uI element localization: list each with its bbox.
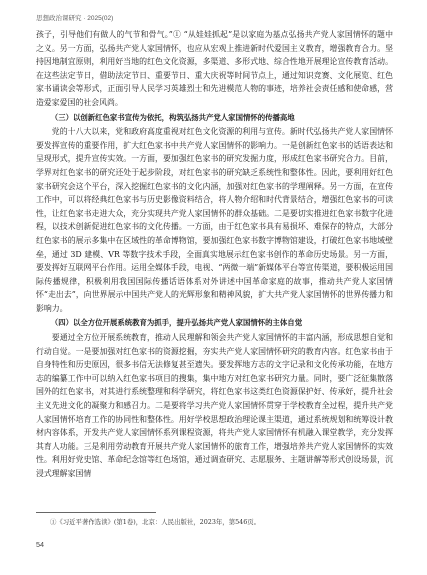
article-body — [36, 28, 393, 481]
page-number: 54 — [36, 540, 44, 549]
journal-running-header: 思想政治课研究 · 2025(02) — [36, 15, 114, 22]
section-heading-4: （四）以全方位开展系统教育为抓手，提升弘扬共产党人家国情怀的主体自觉 — [50, 318, 303, 328]
paragraph-continued: 孩子，引导他们有做人的气节和骨气。”① “从娃娃抓起”是以家庭为基点弘扬共产党人家国情怀的题中之义。另一方面，弘扬共产党人家国情怀，也应从宏观上推进新时代爱国主义教育，增强教育合力。坚持因地制宜原则，利用好当地的红色文化资源，多渠道、多形式地、综合性地开展理论宣传教育活动。在这些法定节日，借助法定节日、重要节日、重大庆祝等时间节点上，通过知识竞赛、文化展览、红色家书诵读会等形式，正面引导人民学习英雄烈士和先进模范人物的事迹，培养社会责任感和使命感，营造爱家爱国的社会风尚。 — [36, 30, 393, 107]
footnote: ①《习近平著作选读》(第1卷)，北京：人民出版社，2023年，第546页。 — [50, 518, 261, 526]
paragraph-section-4: 要通过全方位开展系统教育，推动人民理解和领会共产党人家国情怀的丰富内涵，形成思想自觉和行动自觉。一是要加强对红色家书的资源挖掘，夯实共产党人家国情怀研究的教育内容。红色家书由于自身特性和历史原因，很多书信无法修复甚至遗失。要发挥地方志的文字记录和文化传承功能，在地方志的编纂工作中可以纳入红色家书项目的搜集，集中地方对红色家书研究力量。同时，要广泛征集散落国外的红色家书，对其进行系统整理和科学研究，将红色家书这类红色资源保护好、传承好，提升社会主义先进文化的凝聚力和感召力。二是要将学习共产党人家国情怀贯穿于学校教育全过程，提升共产党人家国情怀培育工作的协同性和整体性。用好学校思想政治理论课主渠道，通过系统规划和统筹设计教材内容体系，开发共产党人家国情怀系列课程资源，将共产党人家国情怀有机融入课堂教学，充分发挥其育人功能。三是利用劳动教育开展共产党人家国情怀的旅育工作，增强培养共产党人家国情怀的实效性。利用好党史馆、革命纪念馆等红色场馆，通过调查研究、志愿服务、主题讲解等形式创设场景，沉浸式理解家国情 — [36, 333, 393, 478]
section-heading-3: （三）以创新红色家书宣传为依托，构筑弘扬共产党人家国情怀的传播高地 — [50, 112, 295, 122]
footnote-divider — [36, 512, 156, 513]
paragraph-section-3: 党的十八大以来，党和政府高度重视对红色文化资源的利用与宣传。新时代弘扬共产党人家国情怀要发挥宣传的重要作用，扩大红色家书中共产党人家国情怀的影响力。一是创新红色家书的话语表达和呈现形式，提升宣传实效。一方面，要加强红色家书的研究发掘力度，形成红色家书研究合力。目前，学界对红色家书的研究还处于起步阶段，对红色家书的研究缺乏系统性和整体性。因此，要利用好红色家书研究会这个平台，深入挖掘红色家书的文化内涵，加强对红色家书的学理阐释。另一方面，在宣传工作中，可以将经典红色家书与历史影像资料结合，将人物介绍和时代背景结合，增强红色家书的可读性，让红色家书走进大众，充分实现共产党人家国情怀的群众基础。二是要切实推进红色家书数字化进程，以技术创新促进红色家书的文化传播。一方面，由于红色家书具有易损坏、难保存的特点，大部分红色家书的展示多集中在区域性的革命博物馆，要加强红色家书数字博物馆建设，打破红色家书地域壁垒，通过 3D 建模、VR 等数字技术手段，全面真实地展示红色家书创作的革命历史场景。另一方面，要发挥好互联网平台作用。运用全媒体手段，电视、“两微一端”新媒体平台等宣传渠道，要积极运用国际传播规律，积极利用我国国际传播话语体系对外讲述中国革命家庭的故事，推动共产党人家国情怀“走出去”，向世界展示中国共产党人的光辉形象和精神风貌，扩大共产党人家国情怀的世界传播力和影响力。 — [36, 127, 393, 313]
